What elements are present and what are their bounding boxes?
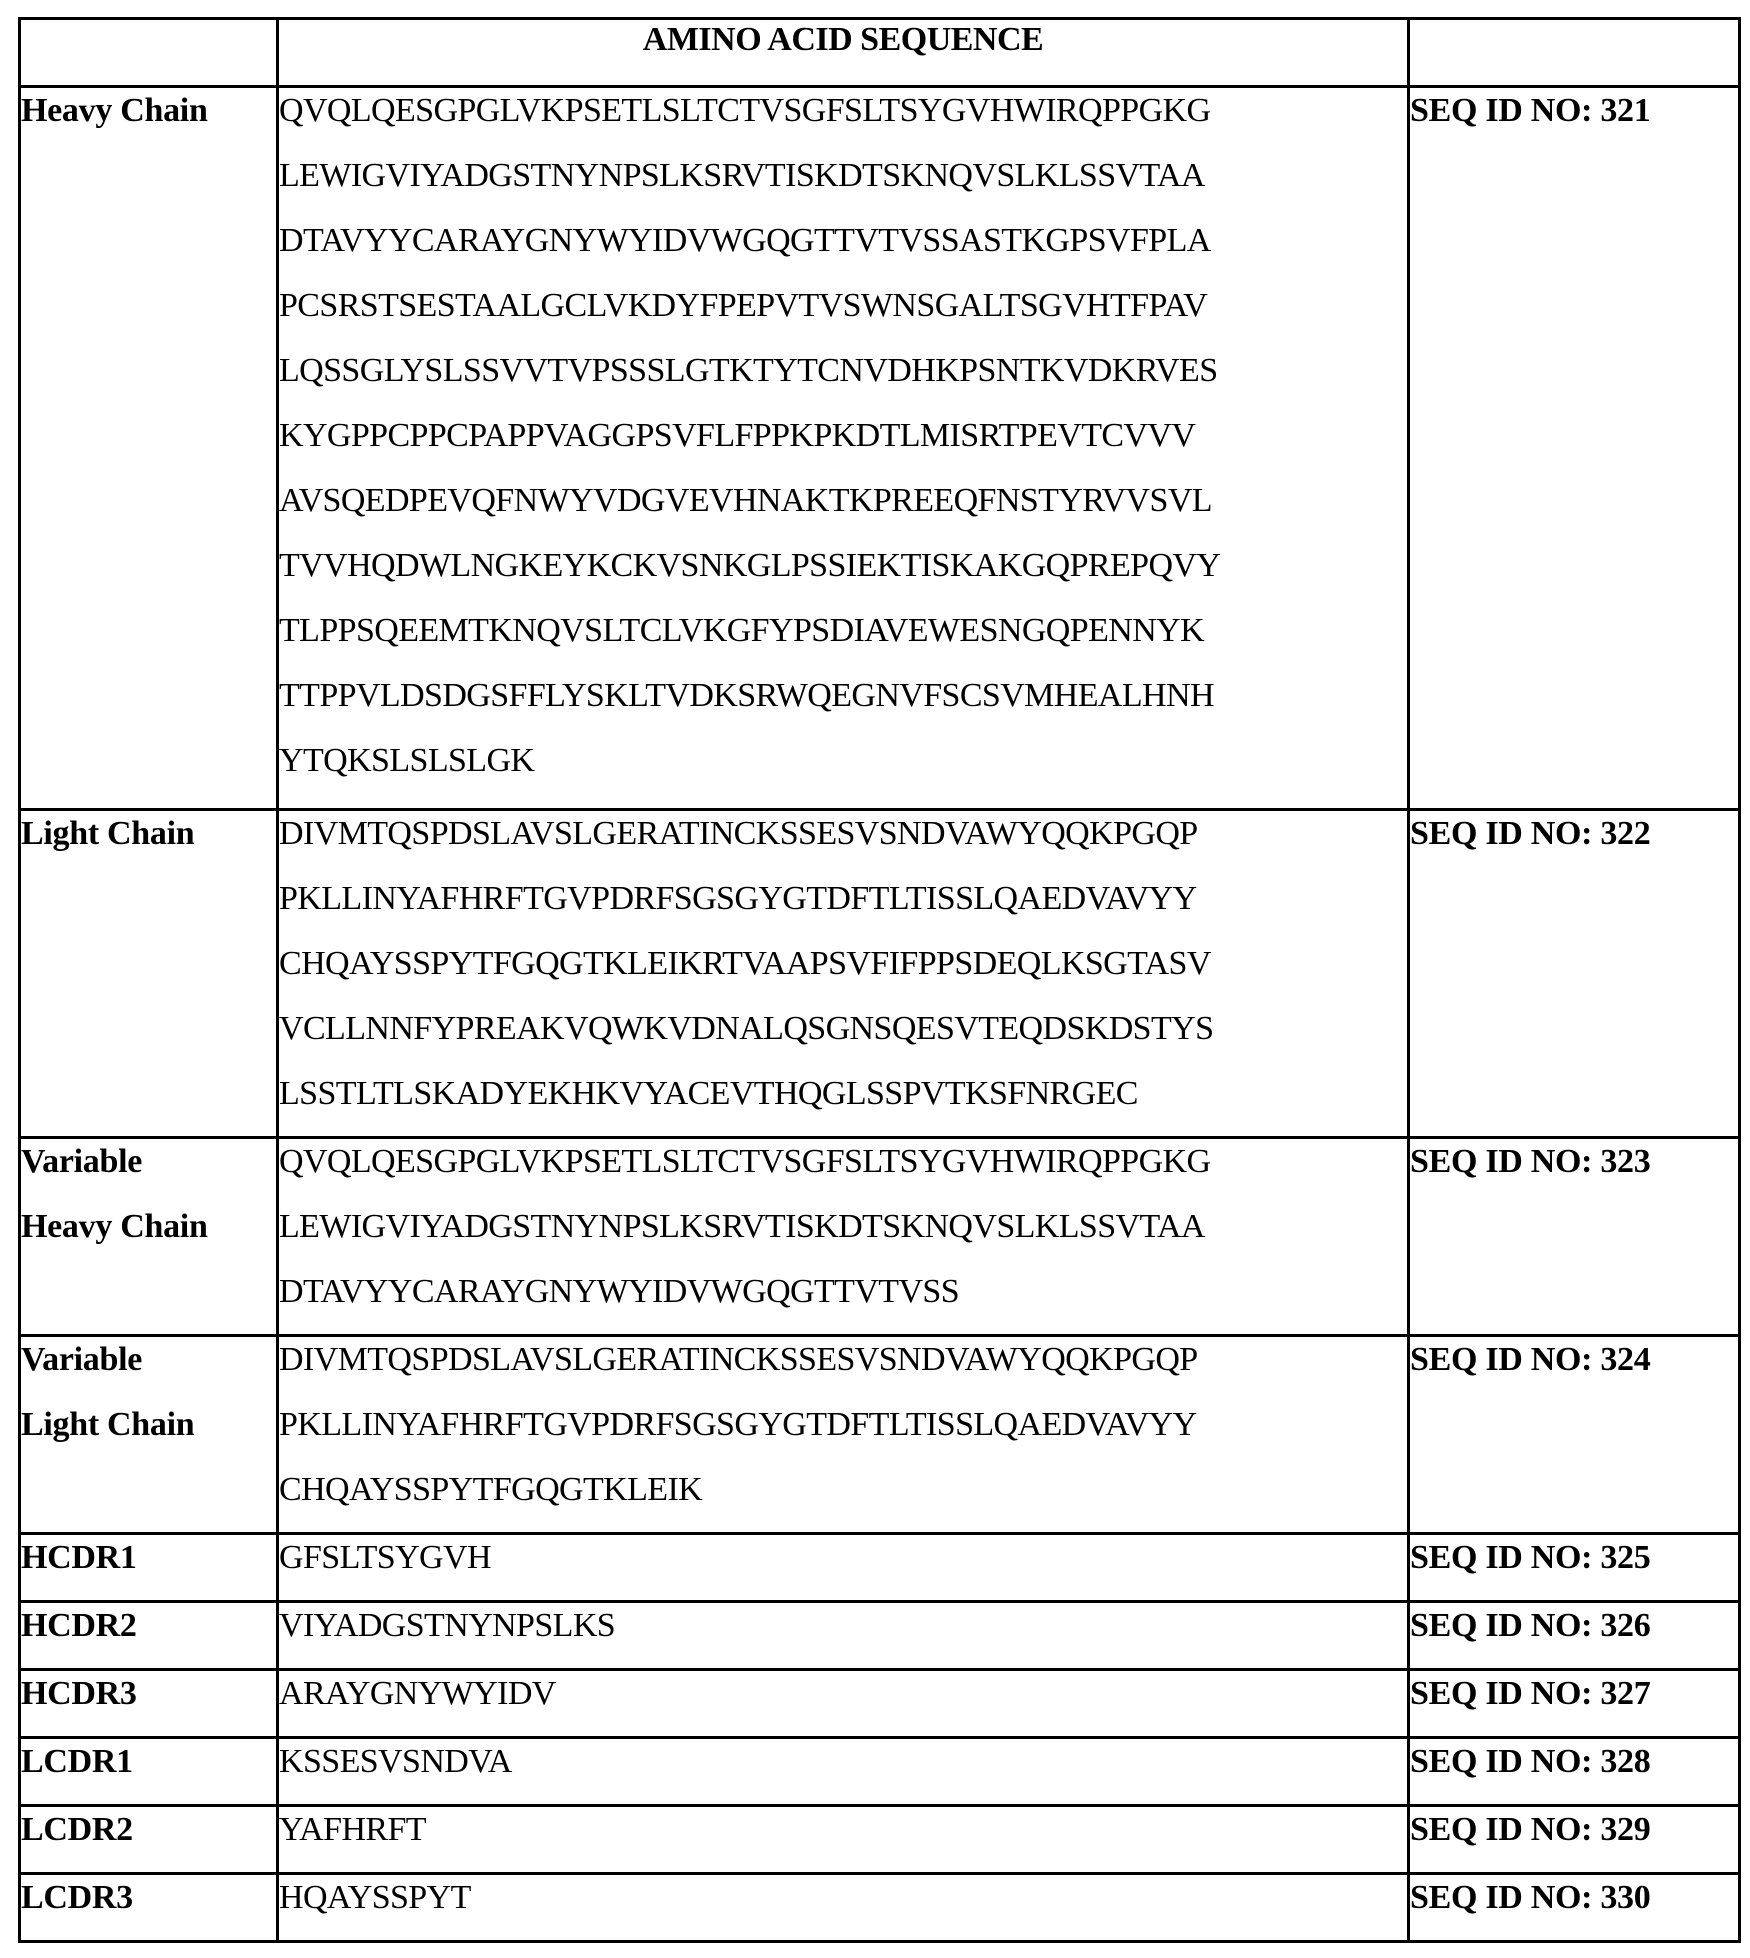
sequence-line: LEWIGVIYADGSTNYNPSLKSRVTISKDTSKNQVSLKLSSVTAA — [279, 157, 1205, 194]
sequence-line: YAFHRFT — [279, 1811, 426, 1848]
sequence-line: VIYADGSTNYNPSLKS — [279, 1607, 616, 1644]
row-label-line: LCDR2 — [21, 1811, 133, 1848]
sequence-line: DTAVYYCARAYGNYWYIDVWGQGTTVTVSS — [279, 1273, 960, 1310]
row-label — [20, 1738, 278, 1806]
row-label — [20, 1602, 278, 1670]
seq-id-cell — [1409, 1806, 1740, 1874]
sequence-cell — [278, 810, 1409, 1138]
header-row — [20, 19, 1740, 87]
row-label-line: Light Chain — [21, 1406, 195, 1443]
row-label — [20, 1874, 278, 1942]
row-label — [20, 1336, 278, 1534]
table-row-variable-light-chain — [20, 1336, 1740, 1534]
seq-id-cell — [1409, 1602, 1740, 1670]
sequence-line: PKLLINYAFHRFTGVPDRFSGSGYGTDFTLTISSLQAEDVAVYY — [279, 880, 1197, 917]
row-label-line: LCDR1 — [21, 1743, 133, 1780]
seq-id-cell — [1409, 810, 1740, 1138]
seq-id-cell — [1409, 87, 1740, 810]
row-label-line: HCDR1 — [21, 1539, 137, 1576]
sequence-line: CHQAYSSPYTFGQGTKLEIKRTVAAPSVFIFPPSDEQLKSGTASV — [279, 945, 1211, 982]
sequence-cell — [278, 1806, 1409, 1874]
sequence-cell — [278, 1602, 1409, 1670]
seq-id: SEQ ID NO: 324 — [1410, 1341, 1651, 1378]
row-label-line: HCDR2 — [21, 1607, 137, 1644]
header-label-column — [20, 19, 278, 87]
row-label — [20, 87, 278, 810]
seq-id: SEQ ID NO: 321 — [1410, 92, 1651, 129]
sequence-cell — [278, 1138, 1409, 1336]
seq-id-cell — [1409, 1670, 1740, 1738]
sequence-line: LEWIGVIYADGSTNYNPSLKSRVTISKDTSKNQVSLKLSSVTAA — [279, 1208, 1205, 1245]
sequence-line: QVQLQESGPGLVKPSETLSLTCTVSGFSLTSYGVHWIRQPPGKG — [279, 1143, 1211, 1180]
sequence-line: TVVHQDWLNGKEYKCKVSNKGLPSSIEKTISKAKGQPREPQVY — [279, 547, 1221, 584]
sequence-line: HQAYSSPYT — [279, 1879, 471, 1916]
table-row-heavy-chain — [20, 87, 1740, 810]
table-row-hcdr2 — [20, 1602, 1740, 1670]
row-label — [20, 1138, 278, 1336]
row-label-line: Variable — [21, 1143, 143, 1180]
sequence-line: VCLLNNFYPREAKVQWKVDNALQSGNSQESVTEQDSKDSTYS — [279, 1010, 1214, 1047]
sequence-cell — [278, 87, 1409, 810]
row-label — [20, 1806, 278, 1874]
seq-id: SEQ ID NO: 327 — [1410, 1675, 1651, 1712]
sequence-line: KSSESVSNDVA — [279, 1743, 512, 1780]
seq-id-cell — [1409, 1738, 1740, 1806]
sequence-line: GFSLTSYGVH — [279, 1539, 491, 1576]
sequence-line: PCSRSTSESTAALGCLVKDYFPEPVTVSWNSGALTSGVHTFPAV — [279, 287, 1208, 324]
seq-id-cell — [1409, 1336, 1740, 1534]
seq-id: SEQ ID NO: 325 — [1410, 1539, 1651, 1576]
table-row-hcdr3 — [20, 1670, 1740, 1738]
seq-id-cell — [1409, 1138, 1740, 1336]
seq-id: SEQ ID NO: 326 — [1410, 1607, 1651, 1644]
sequence-line: DIVMTQSPDSLAVSLGERATINCKSSESVSNDVAWYQQKPGQP — [279, 815, 1198, 852]
sequence-line: DTAVYYCARAYGNYWYIDVWGQGTTVTVSSASTKGPSVFPLA — [279, 222, 1211, 259]
sequence-cell — [278, 1336, 1409, 1534]
table-row-hcdr1 — [20, 1534, 1740, 1602]
sequence-line: LSSTLTLSKADYEKHKVYACEVTHQGLSSPVTKSFNRGEC — [279, 1075, 1138, 1112]
sequence-cell — [278, 1874, 1409, 1942]
row-label — [20, 1670, 278, 1738]
sequence-cell — [278, 1534, 1409, 1602]
table-row-lcdr2 — [20, 1806, 1740, 1874]
amino-acid-sequence-table — [18, 17, 1741, 1943]
sequence-line: DIVMTQSPDSLAVSLGERATINCKSSESVSNDVAWYQQKPGQP — [279, 1341, 1198, 1378]
sequence-line: AVSQEDPEVQFNWYVDGVEVHNAKTKPREEQFNSTYRVVSVL — [279, 482, 1212, 519]
sequence-line: TTPPVLDSDGSFFLYSKLTVDKSRWQEGNVFSCSVMHEALHNH — [279, 677, 1214, 714]
row-label — [20, 1534, 278, 1602]
row-label-line: HCDR3 — [21, 1675, 137, 1712]
sequence-line: CHQAYSSPYTFGQGTKLEIK — [279, 1471, 703, 1508]
seq-id-cell — [1409, 1534, 1740, 1602]
seq-id: SEQ ID NO: 329 — [1410, 1811, 1651, 1848]
sequence-line: KYGPPCPPCPAPPVAGGPSVFLFPPKPKDTLMISRTPEVTCVVV — [279, 417, 1196, 454]
table-row-lcdr3 — [20, 1874, 1740, 1942]
seq-id: SEQ ID NO: 330 — [1410, 1879, 1651, 1916]
row-label-line: Variable — [21, 1341, 143, 1378]
header-sequence-column: AMINO ACID SEQUENCE — [278, 19, 1409, 87]
seq-id-cell — [1409, 1874, 1740, 1942]
sequence-line: TLPPSQEEMTKNQVSLTCLVKGFYPSDIAVEWESNGQPENNYK — [279, 612, 1205, 649]
row-label-line: Heavy Chain — [21, 92, 208, 129]
table-row-variable-heavy-chain — [20, 1138, 1740, 1336]
sequence-cell — [278, 1738, 1409, 1806]
seq-id: SEQ ID NO: 328 — [1410, 1743, 1651, 1780]
table-row-lcdr1 — [20, 1738, 1740, 1806]
seq-id: SEQ ID NO: 322 — [1410, 815, 1651, 852]
sequence-cell — [278, 1670, 1409, 1738]
sequence-line: PKLLINYAFHRFTGVPDRFSGSGYGTDFTLTISSLQAEDVAVYY — [279, 1406, 1197, 1443]
row-label-line: LCDR3 — [21, 1879, 133, 1916]
sequence-line: ARAYGNYWYIDV — [279, 1675, 556, 1712]
row-label-line: Heavy Chain — [21, 1208, 208, 1245]
sequence-line: LQSSGLYSLSSVVTVPSSSLGTKTYTCNVDHKPSNTKVDKRVES — [279, 352, 1218, 389]
row-label-line: Light Chain — [21, 815, 195, 852]
header-seq-id-column — [1409, 19, 1740, 87]
row-label — [20, 810, 278, 1138]
table-row-light-chain — [20, 810, 1740, 1138]
sequence-line: QVQLQESGPGLVKPSETLSLTCTVSGFSLTSYGVHWIRQPPGKG — [279, 92, 1211, 129]
sequence-line: YTQKSLSLSLGK — [279, 742, 535, 779]
seq-id: SEQ ID NO: 323 — [1410, 1143, 1651, 1180]
